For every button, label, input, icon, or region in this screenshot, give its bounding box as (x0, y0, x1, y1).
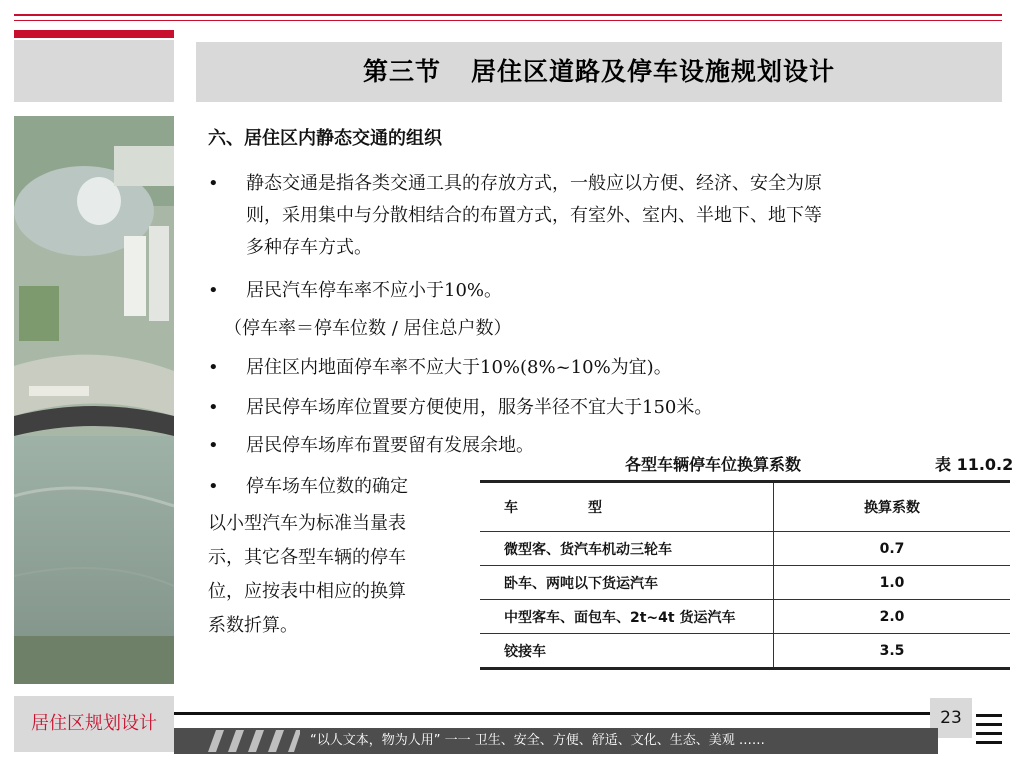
bullet-item-2: 居民汽车停车率不应小于10%。 (246, 280, 503, 301)
bullet-marker: • (208, 173, 219, 194)
page-title (196, 42, 1002, 102)
table-row (480, 532, 1010, 566)
table-header-row (480, 482, 1010, 532)
bullet-marker: • (208, 397, 219, 418)
stripes-decoration (200, 730, 300, 752)
bullet-item-5: 居民停车场库布置要留有发展余地。 (246, 435, 534, 456)
table-code: 表 11.0.2 (935, 455, 1014, 474)
vehicle-type-cell: 铰接车 (480, 634, 774, 669)
table-row (480, 634, 1010, 669)
bullet-item-3: 居住区内地面停车率不应大于10%(8%~10%为宜)。 (246, 357, 672, 378)
coefficient-cell: 0.7 (774, 532, 1011, 566)
coefficient-cell: 1.0 (774, 566, 1011, 600)
text-line: 示，其它各型车辆的停车 (208, 547, 406, 568)
top-red-rule-thin (14, 20, 1002, 21)
content-heading: 六、居住区内静态交通的组织 (208, 128, 442, 149)
text-line: 位，应按表中相应的换算 (208, 581, 406, 602)
left-red-bar (14, 30, 174, 38)
footer-slogan: “以人文本，物为人用” 一一 卫生、安全、方便、舒适、文化、生态、美观 …… (310, 733, 765, 748)
bullet-marker: • (208, 280, 219, 301)
conversion-note (208, 512, 468, 648)
footer-rule (174, 712, 964, 715)
header-text: 车 (504, 500, 518, 516)
aerial-photo (14, 116, 174, 684)
text-line: 多种存车方式。 (246, 237, 372, 258)
text-line: 系数折算。 (208, 615, 298, 636)
footer-bars-decoration (976, 714, 1002, 750)
coefficient-cell: 2.0 (774, 600, 1011, 634)
parking-rate-formula: （停车率＝停车位数 / 居住总户数） (224, 318, 512, 339)
bullet-marker: • (208, 435, 219, 456)
bullet-item-6: 停车场车位数的确定 (246, 476, 408, 497)
vehicle-type-cell: 微型客、货汽车机动三轮车 (480, 532, 774, 566)
table-row (480, 600, 1010, 634)
page-number: 23 (940, 708, 962, 728)
vehicle-type-cell: 卧车、两吨以下货运汽车 (480, 566, 774, 600)
left-gray-block (14, 40, 174, 102)
table-title: 各型车辆停车位换算系数 (625, 455, 802, 474)
section-number: 第三节 (362, 57, 441, 86)
table-row (480, 566, 1010, 600)
top-red-rule (14, 14, 1002, 16)
vehicle-type-cell: 中型客车、面包车、2t~4t 货运汽车 (480, 600, 774, 634)
coefficient-cell: 3.5 (774, 634, 1011, 669)
header-vehicle-type (480, 482, 774, 532)
text-line: 静态交通是指各类交通工具的存放方式，一般应以方便、经济、安全为原 (246, 173, 822, 194)
header-coefficient: 换算系数 (774, 482, 1011, 532)
text-line: 以小型汽车为标准当量表 (208, 513, 406, 534)
bullet-marker: • (208, 476, 219, 497)
conversion-table (480, 480, 1010, 670)
section-title: 居住区道路及停车设施规划设计 (471, 57, 836, 86)
text-line: 则，采用集中与分散相结合的布置方式，有室外、室内、半地下、地下等 (246, 205, 822, 226)
bullet-marker: • (208, 357, 219, 378)
bullet-item-4: 居民停车场库位置要方便使用，服务半径不宜大于150米。 (246, 397, 713, 418)
header-text: 型 (588, 500, 602, 516)
footer-label: 居住区规划设计 (31, 713, 157, 734)
bullet-item-1 (246, 172, 986, 268)
